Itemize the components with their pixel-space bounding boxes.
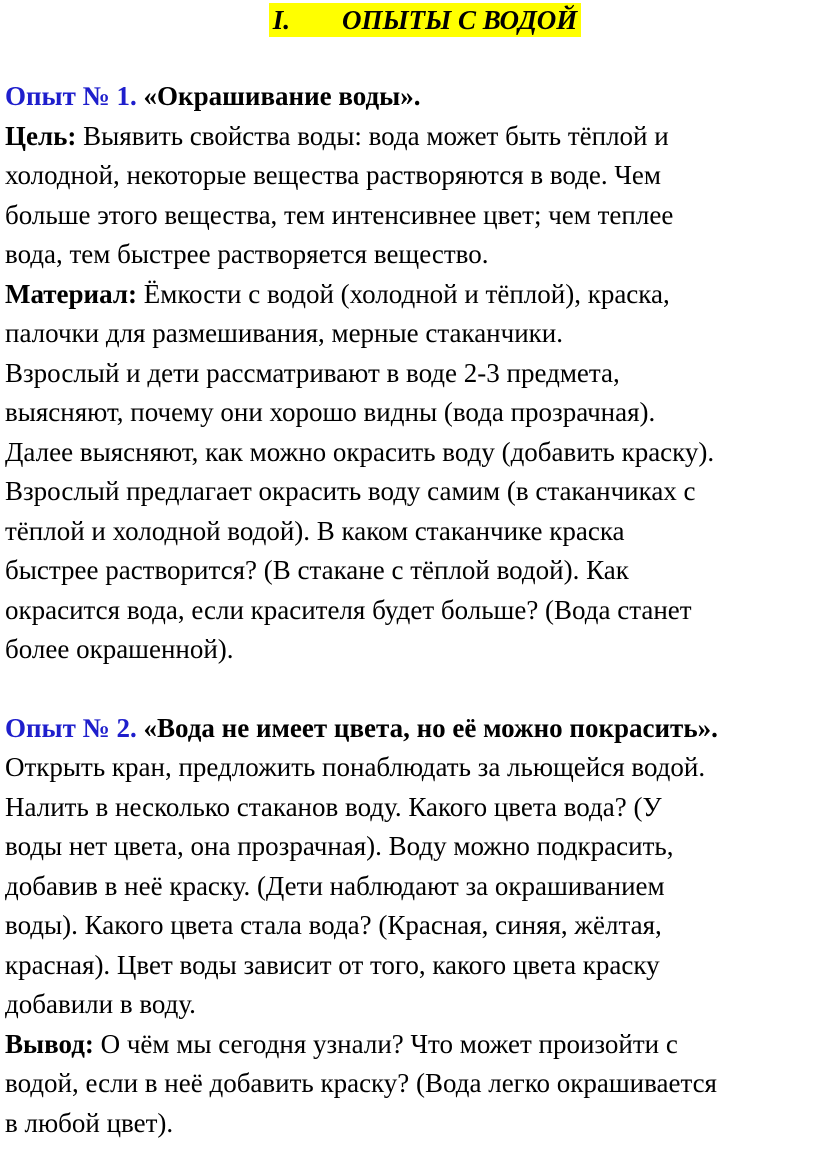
exp2-body-line: красная). Цвет воды зависит от того, какого цвета краску (5, 949, 660, 980)
exp1-body-line: Взрослый и дети рассматривают в воде 2-3 предмета, (5, 357, 620, 388)
exp1-body-line: окрасится вода, если красителя будет больше? (Вода станет (5, 594, 692, 625)
exp1-goal-line: вода, тем быстрее растворяется вещество. (5, 239, 489, 269)
exp1-material-line (5, 275, 811, 315)
spacer (5, 44, 811, 77)
exp2-conclusion-text: О чём мы сегодня узнали? Что может произойти с (93, 1028, 678, 1059)
exp2-body-line: Налить в несколько стаканов воду. Какого цвета вода? (У (5, 791, 662, 822)
exp2-conclusion-line: в любой цвет). (5, 1107, 174, 1138)
exp1-name: «Окрашивание воды». (143, 81, 421, 111)
exp1-heading (5, 77, 811, 117)
exp2-heading (5, 709, 811, 749)
exp1-label: Опыт № 1. (5, 81, 137, 111)
exp2-body-line: добавив в неё краску. (Дети наблюдают за окрашиванием (5, 870, 665, 901)
exp1-goal-text: Выявить свойства воды: вода может быть тёплой и (76, 120, 669, 151)
exp2-label: Опыт № 2. (5, 712, 137, 743)
exp2-body-line: Открыть кран, предложить понаблюдать за льющейся водой. (5, 752, 706, 782)
exp1-body-line: выясняют, почему они хорошо видны (вода прозрачная). (5, 397, 656, 427)
exp2-body-line: добавили в воду. (5, 989, 196, 1019)
section-title: ОПЫТЫ С ВОДОЙ (341, 5, 578, 35)
section-heading (269, 3, 582, 37)
exp1-goal-line: больше этого вещества, тем интенсивнее цвет; чем теплее (5, 199, 674, 230)
exp1-body-line: быстрее растворится? (В стакане с тёплой водой). Как (5, 555, 629, 585)
exp1-body-line: более окрашенной). (5, 634, 234, 664)
exp1-material-text: Ёмкости с водой (холодной и тёплой), краска, (136, 278, 670, 309)
exp1-body-line: Далее выясняют, как можно окрасить воду (добавить краску). (5, 436, 715, 467)
exp2-name: «Вода не имеет цвета, но её можно покрасить». (136, 712, 718, 743)
exp1-material-line: палочки для размешивания, мерные стаканчики. (5, 318, 563, 348)
exp2-conclusion-line (5, 1025, 811, 1065)
spacer (5, 670, 811, 709)
exp2-conclusion-line: водой, если в неё добавить краску? (Вода легко окрашивается (5, 1068, 717, 1098)
exp2-body-line: воды). Какого цвета стала вода? (Красная, синяя, жёлтая, (5, 910, 662, 940)
exp1-goal-line: холодной, некоторые вещества растворяются в воде. Чем (5, 160, 661, 190)
section-heading-row (5, 0, 811, 44)
exp1-material-label: Материал: (5, 278, 137, 309)
exp1-body-line: Взрослый предлагает окрасить воду самим (в стаканчиках с (5, 476, 696, 506)
exp2-body-line: воды нет цвета, она прозрачная). Воду можно подкрасить, (5, 831, 674, 861)
exp1-goal-line (5, 117, 811, 157)
section-number: I. (272, 5, 290, 35)
exp1-body-line: тёплой и холодной водой). В каком стаканчике краска (5, 515, 625, 546)
exp1-goal-label: Цель: (5, 120, 77, 151)
exp2-conclusion-label: Вывод: (5, 1028, 94, 1059)
document-page (5, 0, 811, 1143)
